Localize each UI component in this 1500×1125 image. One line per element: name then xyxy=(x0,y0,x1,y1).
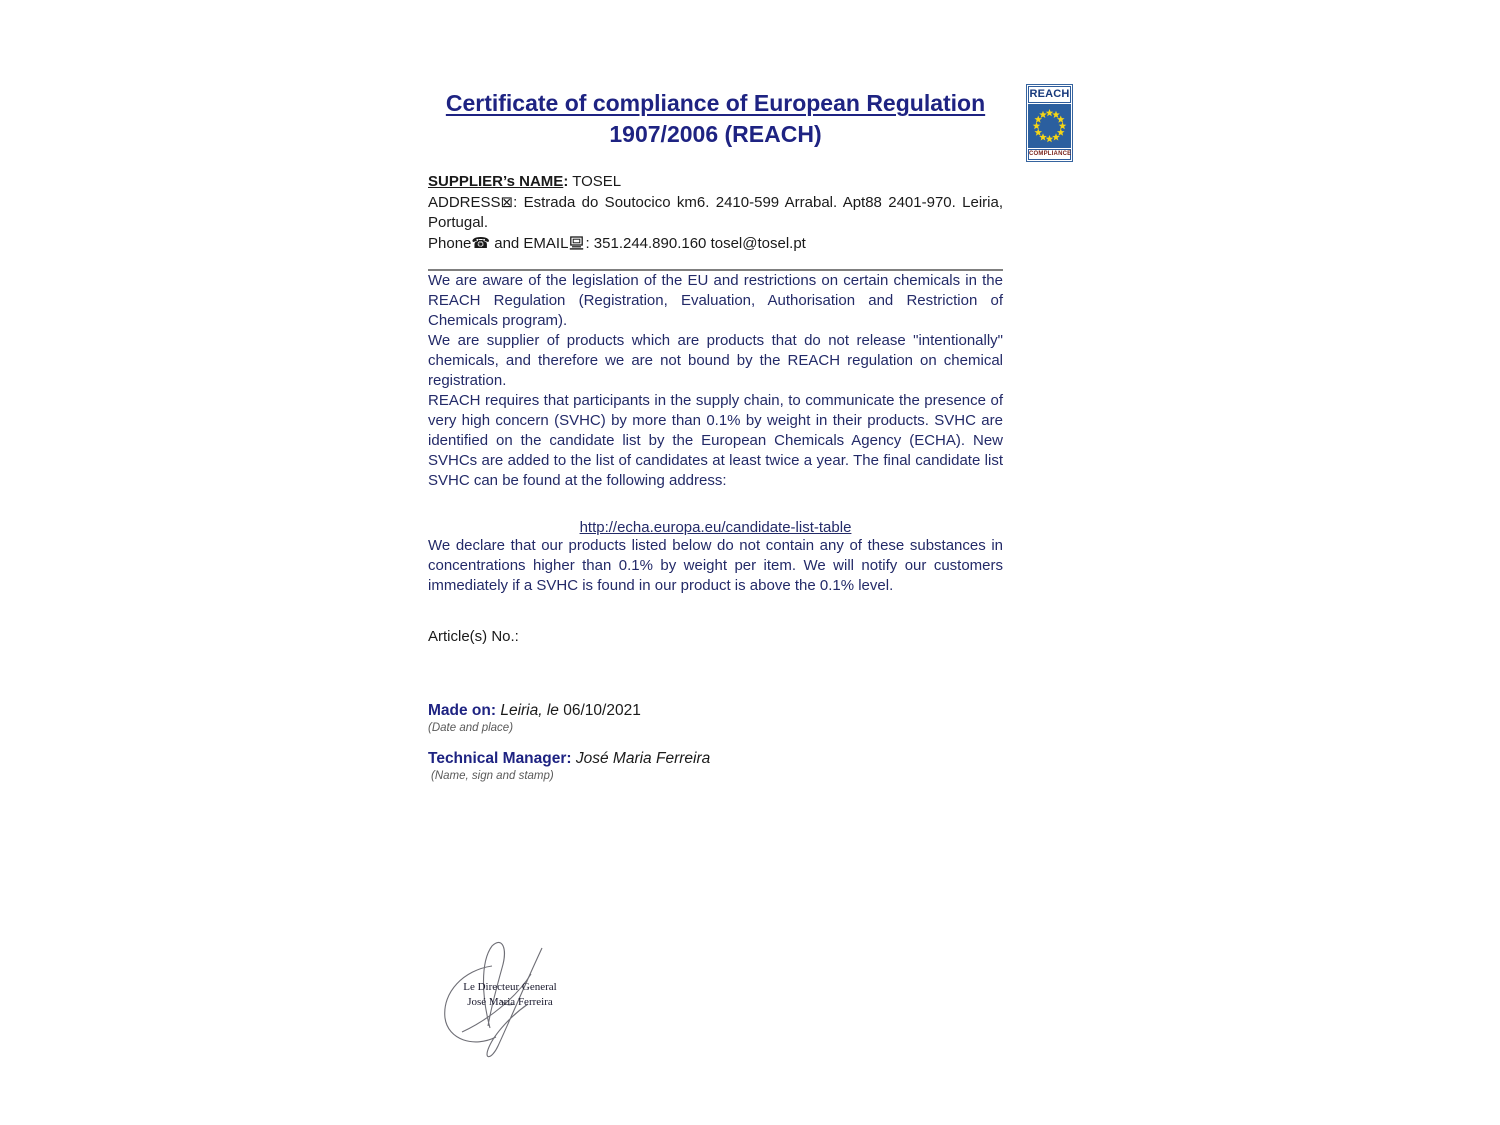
document-body xyxy=(428,0,1003,782)
supplier-name-label: SUPPLIER’s NAME xyxy=(428,173,564,190)
supplier-block xyxy=(428,172,1003,254)
reach-logo-compliance-label: COMPLIANCE xyxy=(1028,149,1071,160)
paragraph-awareness: We are aware of the legislation of the EU and restrictions on certain chemicals in the REACH Regulation (Registration, Evaluation, Authorisation and Restriction of Chemicals program). xyxy=(428,272,1003,329)
made-on-line xyxy=(428,702,1003,720)
email-label: and EMAIL xyxy=(490,235,569,252)
signature-block xyxy=(430,938,590,1070)
paragraph-declaration: We declare that our products listed below do not contain any of these substances in concentrations higher than 0.1% by weight per item. We will notify our customers immediately if a SVHC is found in our product is above the 0.1% level. xyxy=(428,537,1003,594)
candidate-list-link-line xyxy=(428,519,1003,536)
reach-compliance-logo xyxy=(1026,84,1073,162)
candidate-list-link[interactable]: http://echa.europa.eu/candidate-list-table xyxy=(579,519,852,536)
technical-manager-line xyxy=(428,750,1003,768)
name-sign-stamp-caption: (Name, sign and stamp) xyxy=(431,770,554,782)
supplier-name-value: TOSEL xyxy=(568,173,622,190)
technical-manager-name: José Maria Ferreira xyxy=(571,750,711,767)
address-value: : Estrada do Soutocico km6. 2410-599 Arrabal. Apt88 2401-970. Leiria, Portugal. xyxy=(428,194,1003,231)
phone-label: Phone xyxy=(428,235,472,252)
document-title xyxy=(428,88,1003,150)
signature-text xyxy=(430,980,590,1010)
title-line-2: 1907/2006 (REACH) xyxy=(609,121,822,147)
signature-line-2: José Maria Ferreira xyxy=(467,996,553,1008)
address-label: ADDRESS xyxy=(428,194,501,211)
paragraph-supplier-statement: We are supplier of products which are products that do not release "intentionally" chemicals, and therefore we are not bound by the REACH regulation on chemical registration. xyxy=(428,332,1003,389)
supplier-name-colon: : xyxy=(563,173,569,190)
article-number-label: Article(s) No.: xyxy=(428,628,519,645)
reach-logo-title: REACH xyxy=(1028,86,1071,103)
made-on-date: 06/10/2021 xyxy=(563,702,641,719)
date-place-caption: (Date and place) xyxy=(428,722,514,734)
signature-line-1: Le Directeur General xyxy=(463,981,557,993)
phone-icon: ☎ xyxy=(471,234,491,252)
made-on-label: Made on: xyxy=(428,702,497,719)
title-line-1: Certificate of compliance of European Regulation xyxy=(445,90,986,116)
contact-value: : 351.244.890.160 tosel@tosel.pt xyxy=(585,235,806,252)
paragraph-reach-requirements: REACH requires that participants in the supply chain, to communicate the presence of very high concern (SVHC) by more than 0.1% by weight in their products. SVHC are identified on the candidate list by the European Chemicals Agency (ECHA). New SVHCs are added to the list of candidates at least twice a year. The final candidate list SVHC can be found at the following address: xyxy=(428,392,1003,489)
computer-icon xyxy=(569,236,584,250)
made-on-place: Leiria, le xyxy=(496,702,564,719)
eu-flag-icon xyxy=(1028,104,1071,148)
technical-manager-label: Technical Manager: xyxy=(428,750,572,767)
envelope-icon: ⊠ xyxy=(500,193,514,211)
